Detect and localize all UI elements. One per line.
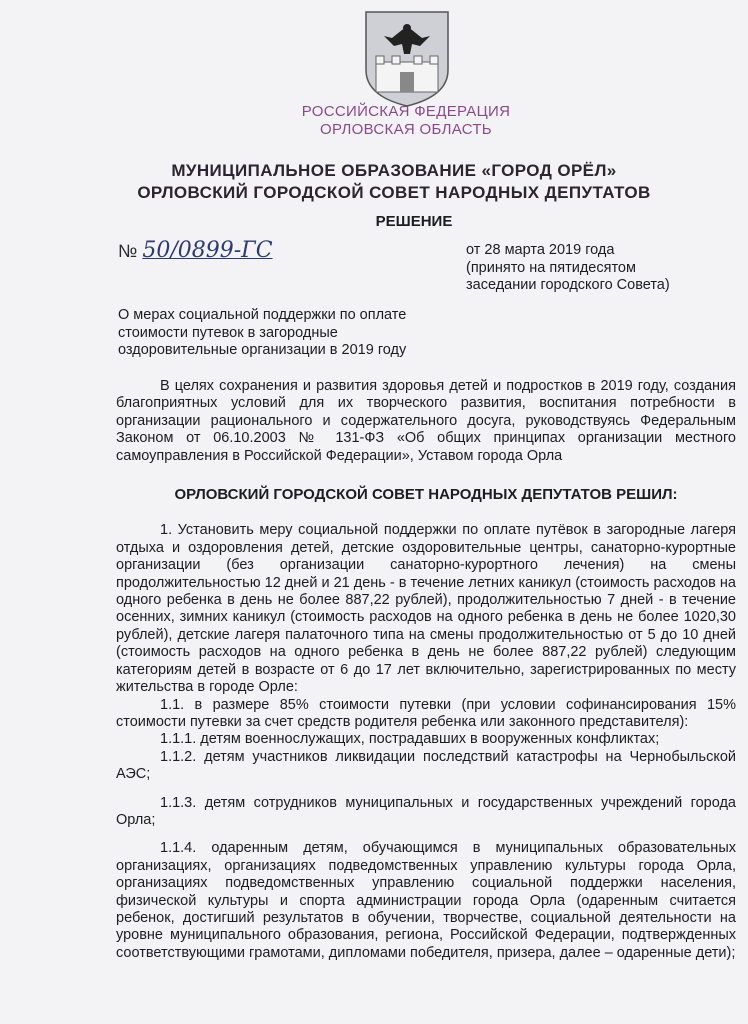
clause-1-1-3: 1.1.3. детям сотрудников муниципальных и государственных учреждений города Орла; — [116, 794, 736, 828]
council-title: ОРЛОВСКИЙ ГОРОДСКОЙ СОВЕТ НАРОДНЫХ ДЕПУТАТОВ — [137, 183, 651, 202]
handwritten-number: 50/0899-ГС — [142, 238, 273, 263]
number-prefix: № — [118, 241, 138, 261]
clause-1-1-2: 1.1.2. детям участников ликвидации последствий катастрофы на Чернобыльской АЭС; — [116, 748, 736, 783]
decision-body — [116, 378, 736, 962]
decision-date-block — [466, 242, 670, 295]
federation-title: РОССИЙСКАЯ ФЕДЕРАЦИЯ — [301, 103, 511, 120]
date-line-1: от 28 марта 2019 года — [466, 242, 615, 258]
subject-line-2: стоимости путевок в загородные — [118, 324, 338, 341]
subject-line-3: оздоровительные организации в 2019 году — [118, 342, 407, 358]
region-title: ОРЛОВСКАЯ ОБЛАСТЬ — [320, 121, 492, 138]
subject-line-1: О мерах социальной поддержки по оплате — [118, 307, 407, 323]
header-federation-block — [0, 103, 748, 139]
doc-type-title: РЕШЕНИЕ — [375, 213, 453, 230]
clause-1-1-1: 1.1.1. детям военнослужащих, пострадавших в вооруженных конфликтах; — [160, 731, 660, 748]
coat-of-arms-icon — [362, 8, 452, 108]
clause-1-1: 1.1. в размере 85% стоимости путевки (при условии софинансирования 15% стоимости путевки за счет средств родителя ребенка или законного представителя): — [116, 696, 736, 730]
preamble-paragraph: В целях сохранения и развития здоровья детей и подростков в 2019 году, создания благоприятных условий для их творческого развития, воспитания потребности в организации рационального и содержательного досуга, руководствуясь Федеральным Законом от 06.10.2003 № 131-ФЗ «Об общих принципах организации местного самоуправления в Российской Федерации», Уставом города Орла — [116, 378, 736, 464]
decision-subject — [118, 307, 438, 360]
municipality-title: МУНИЦИПАЛЬНОЕ ОБРАЗОВАНИЕ «ГОРОД ОРЁЛ» — [171, 161, 617, 180]
resolved-heading: ОРЛОВСКИЙ ГОРОДСКОЙ СОВЕТ НАРОДНЫХ ДЕПУТАТОВ РЕШИЛ: — [174, 486, 678, 504]
decision-number — [118, 238, 273, 263]
header-council-block — [0, 160, 748, 204]
clause-1: 1. Установить меру социальной поддержки по оплате путёвок в загородные лагеря отдыха и оздоровления детей, детские оздоровительные центры, санаторно-курортные организации (без организации санаторно-курортного лечения) на смены продолжительностью 12 дней и 21 день - в течение летних каникул (стоимость расходов на одного ребенка в день не более 887,22 рублей), продолжительностью 7 дней - в течение осенних, зимних каникул (стоимость расходов на одного ребенка в день не более 1020,30 рублей), детские лагеря палаточного типа на смены продолжительностью от 5 до 10 дней (стоимость расходов на одного ребенка в день не более 887,22 рублей) следующим категориям детей в возрасте от 6 до 17 лет включительно, зарегистрированных по месту жительства в городе Орле: — [116, 522, 736, 696]
clause-1-1-4: 1.1.4. одаренным детям, обучающимся в муниципальных образовательных организациях, организациях подведомственных управлению культуры города Орла, организациях подведомственных управлению социальной поддержки населения, физической культуры и спорта администрации города Орла (одаренным считается ребенок, достигший результатов в обучении, творчестве, социальной деятельности на уровне муниципального образования, региона, Российской Федерации, подтвержденных соответствующими грамотами, дипломами победителя, призера, далее – одаренные дети); — [116, 840, 736, 961]
date-line-3: заседании городского Совета) — [466, 277, 670, 293]
date-line-2: (принято на пятидесятом — [466, 259, 636, 276]
